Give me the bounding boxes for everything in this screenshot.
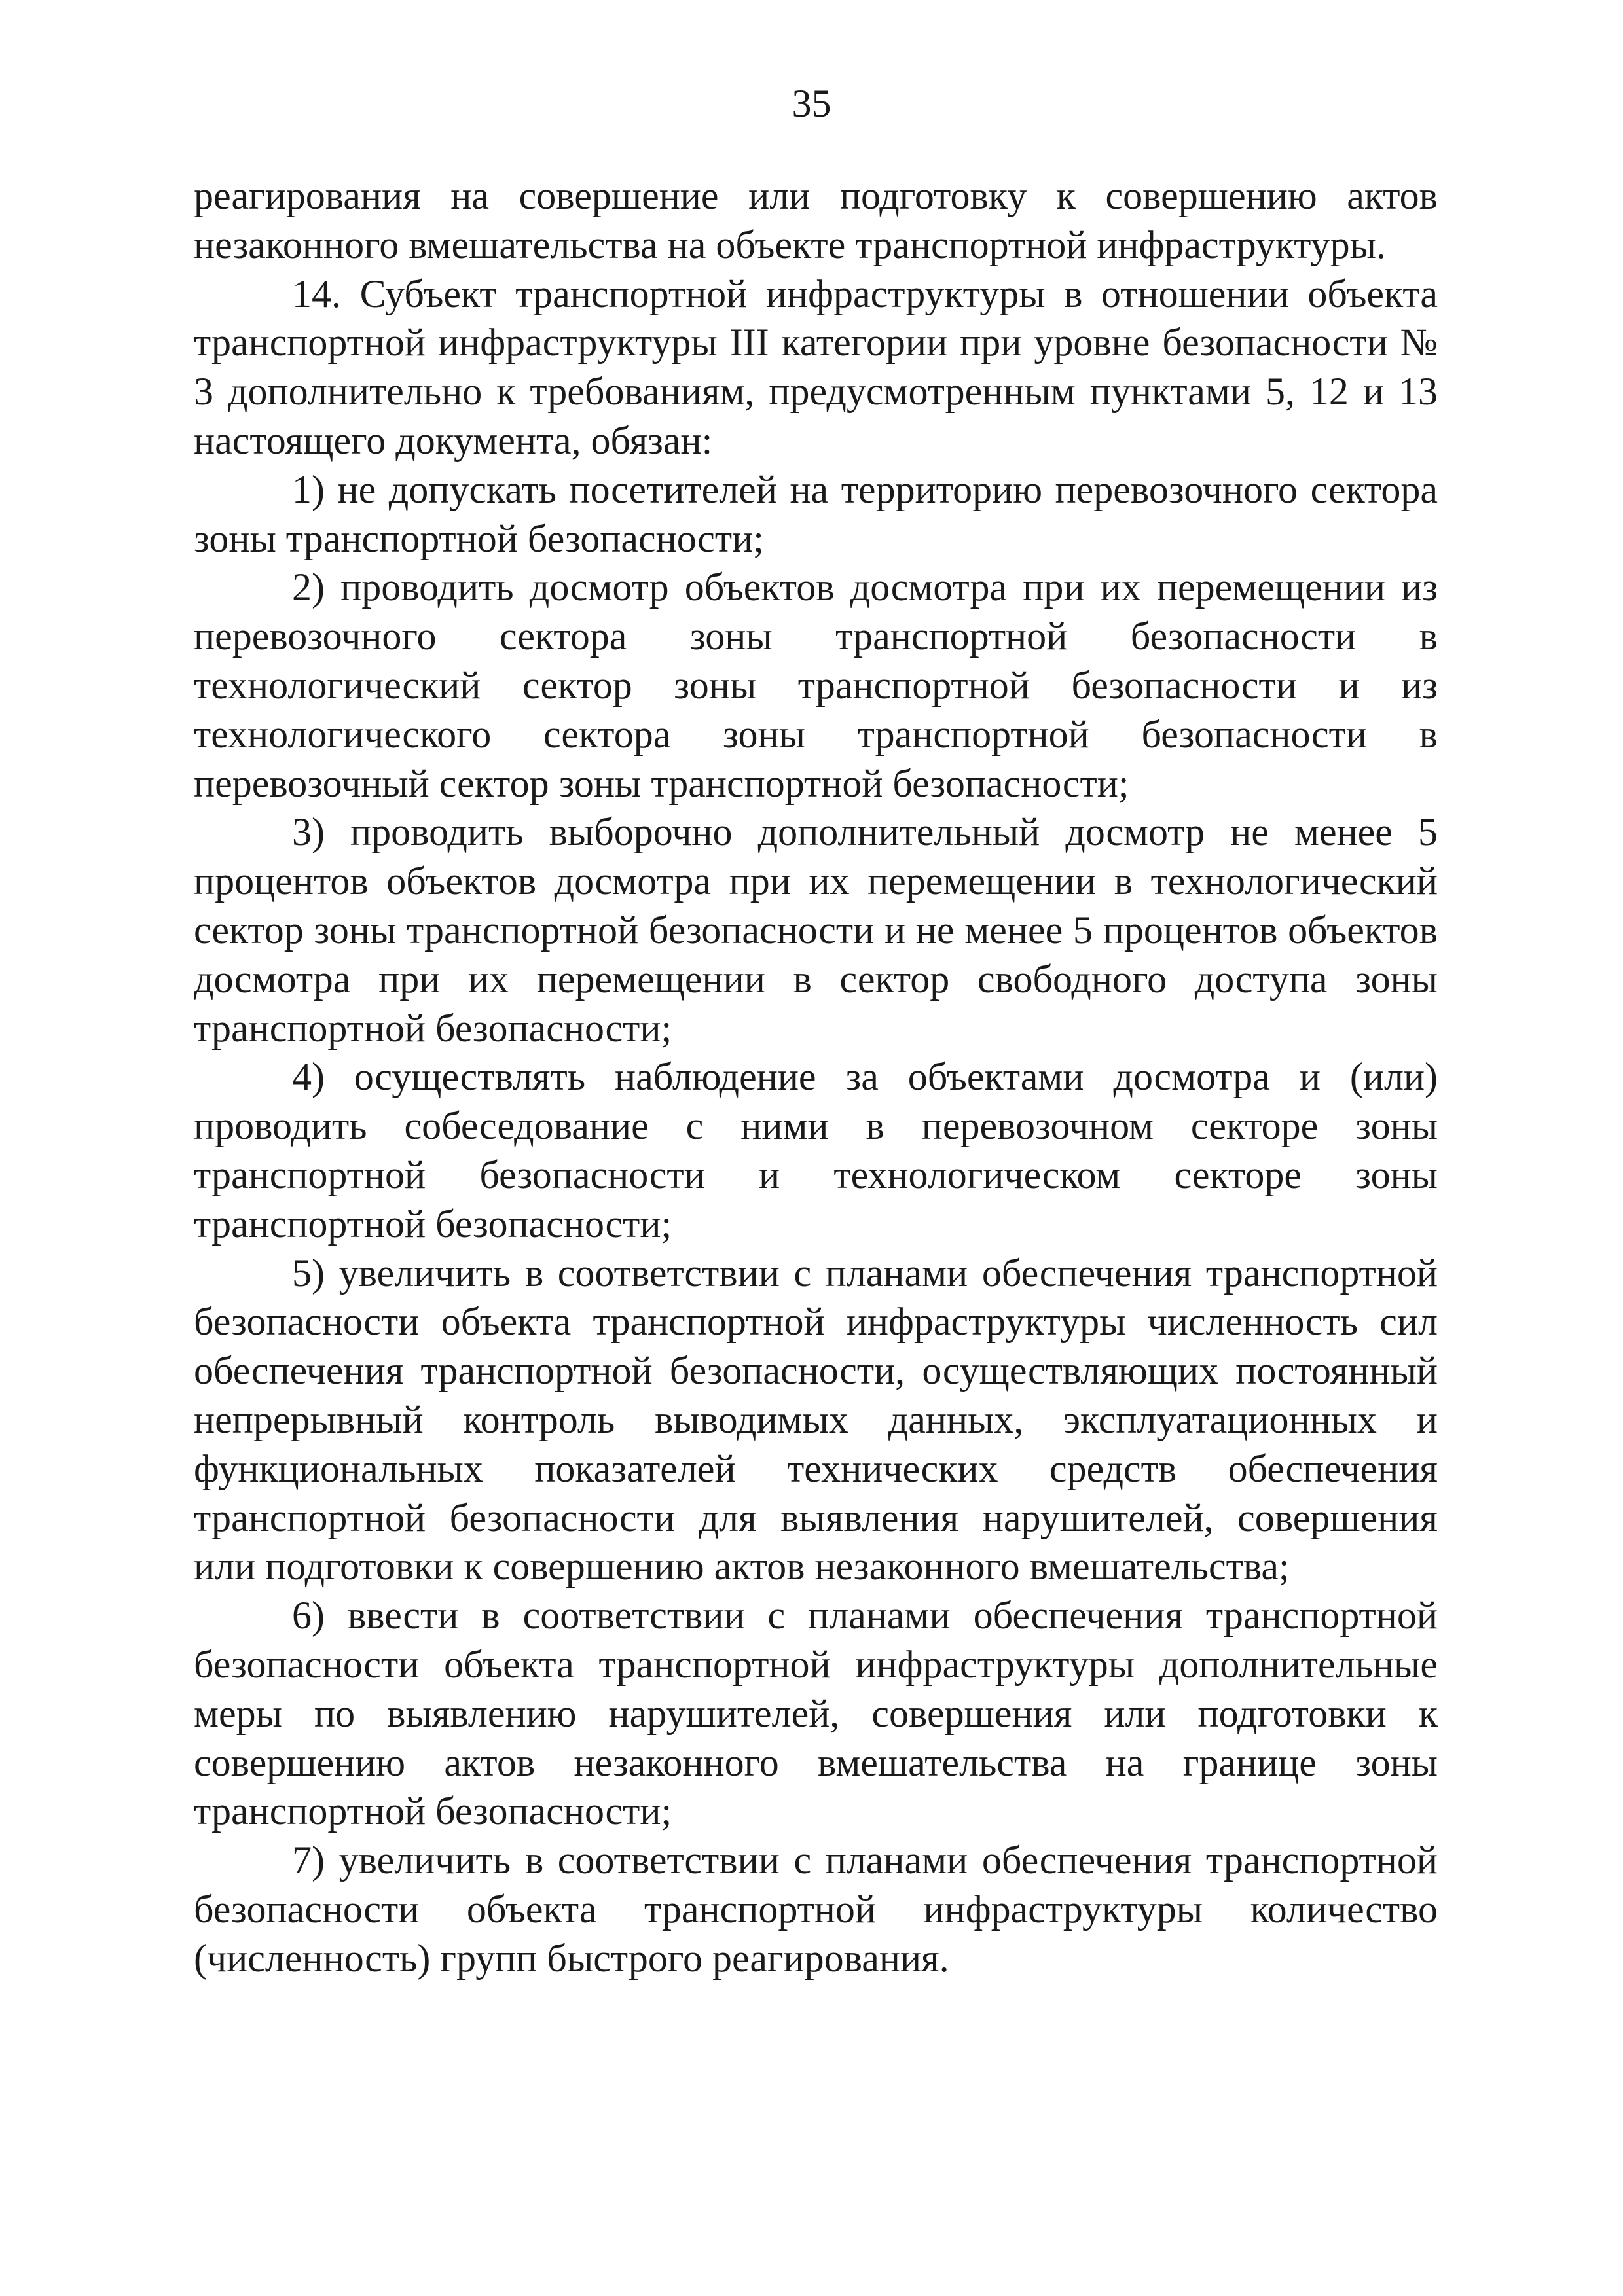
paragraph-subitem-6: 6) ввести в соответствии с планами обеспечения транспортной безопасности объекта транспортной инфраструктуры дополнительные меры по выявлению нарушителей, совершения или подготовки к совершению актов незаконного вмешательства на границе зоны транспортной безопасности; [194, 1594, 1438, 1833]
paragraph-subitem-2: 2) проводить досмотр объектов досмотра при их перемещении из перевозочного сектора зоны транспортной безопасности в технологический сектор зоны транспортной безопасности и из технологического сектора зоны транспортной безопасности в перевозочный сектор зоны транспортной безопасности; [194, 565, 1438, 805]
paragraph-item-14: 14. Субъект транспортной инфраструктуры в отношении объекта транспортной инфраструктуры III категории при уровне безопасности № 3 дополнительно к требованиям, предусмотренным пунктами 5, 12 и 13 настоящего документа, обязан: [194, 272, 1438, 462]
document-body [194, 171, 1438, 1982]
paragraph-subitem-1: 1) не допускать посетителей на территорию перевозочного сектора зоны транспортной безопасности; [194, 467, 1438, 560]
paragraph-continuation: реагирования на совершение или подготовку к совершению актов незаконного вмешательства на объекте транспортной инфраструктуры. [194, 174, 1438, 266]
paragraph-subitem-5: 5) увеличить в соответствии с планами обеспечения транспортной безопасности объекта транспортной инфраструктуры численность сил обеспечения транспортной безопасности, осуществляющих постоянный непрерывный контроль выводимых данных, эксплуатационных и функциональных показателей технических средств обеспечения транспортной безопасности для выявления нарушителей, совершения или подготовки к совершению актов незаконного вмешательства; [194, 1251, 1438, 1588]
paragraph-subitem-3: 3) проводить выборочно дополнительный досмотр не менее 5 процентов объектов досмотра при их перемещении в технологический сектор зоны транспортной безопасности и не менее 5 процентов объектов досмотра при их перемещении в сектор свободного доступа зоны транспортной безопасности; [194, 810, 1438, 1050]
page-number: 35 [792, 82, 831, 125]
paragraph-subitem-4: 4) осуществлять наблюдение за объектами досмотра и (или) проводить собеседование с ними в перевозочном секторе зоны транспортной безопасности и технологическом секторе зоны транспортной безопасности; [194, 1055, 1438, 1246]
paragraph-subitem-7: 7) увеличить в соответствии с планами обеспечения транспортной безопасности объекта транспортной инфраструктуры количество (численность) групп быстрого реагирования. [194, 1839, 1438, 1980]
